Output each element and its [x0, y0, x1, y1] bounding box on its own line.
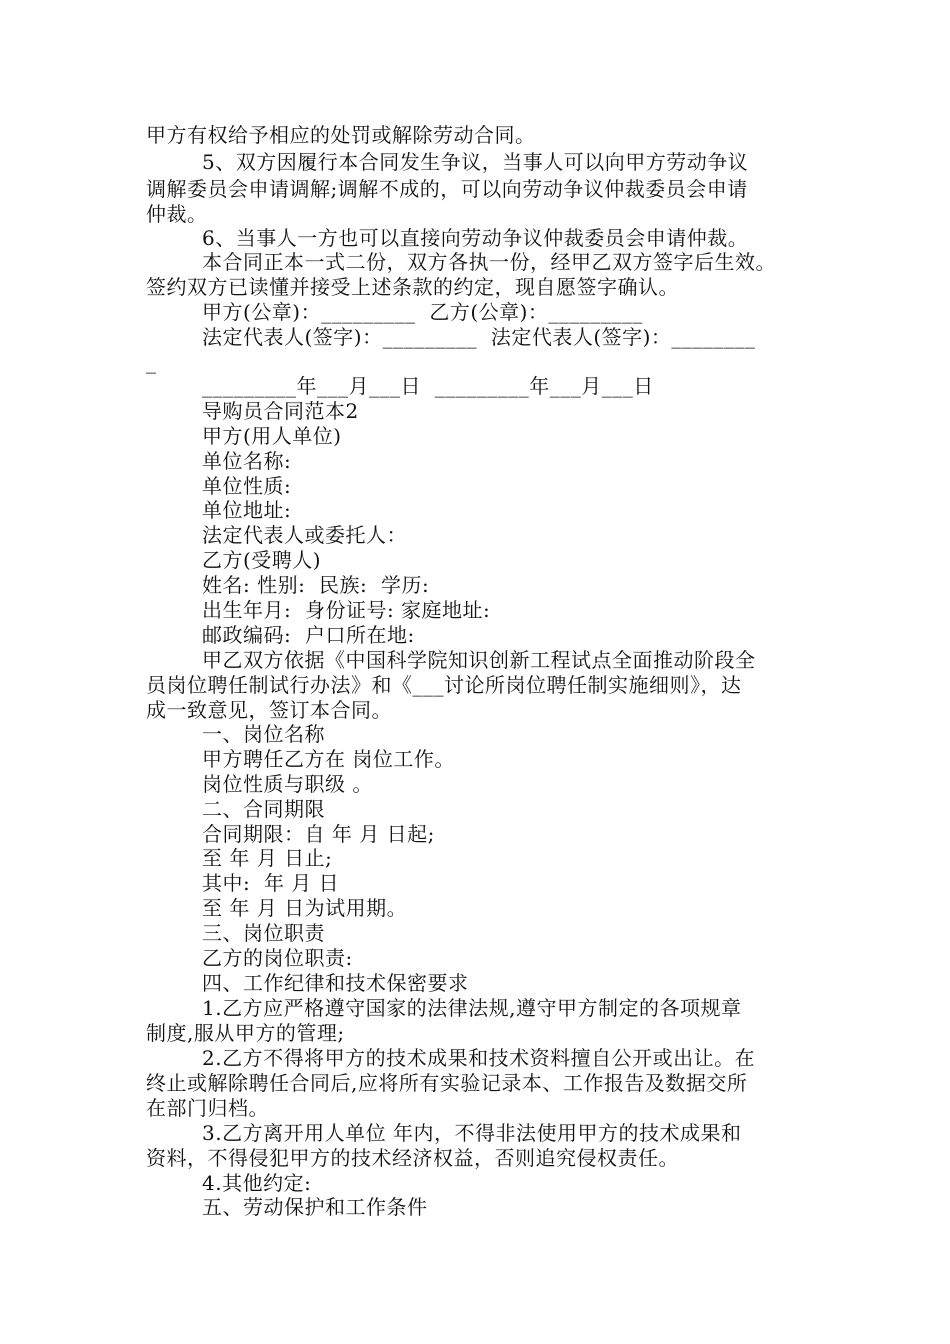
- text-line: 甲乙双方依据《中国科学院知识创新工程试点全面推动阶段全: [202, 648, 756, 672]
- text-line: 合同期限：自 年 月 日起;: [202, 822, 435, 846]
- text-line: 1.乙方应严格遵守国家的法律法规,遵守甲方制定的各项规章: [202, 996, 742, 1020]
- text-line: 至 年 月 日为试用期。: [202, 896, 408, 920]
- text-line: 本合同正本一式二份，双方各执一份，经甲乙双方签字后生效。: [202, 250, 776, 274]
- text-line: 姓名: 性别: 民族: 学历:: [202, 573, 430, 597]
- section-heading: 四、工作纪律和技术保密要求: [202, 971, 469, 995]
- text-line: 单位地址:: [202, 498, 292, 522]
- text-line: 5、双方因履行本合同发生争议，当事人可以向甲方劳动争议: [202, 150, 749, 174]
- text-line: 其中: 年 月 日: [202, 871, 340, 895]
- text-line: 6、当事人一方也可以直接向劳动争议仲裁委员会申请仲裁。: [202, 226, 749, 250]
- text-line: 出生年月: 身份证号: 家庭地址:: [202, 598, 491, 622]
- text-line: 制度,服从甲方的管理;: [146, 1021, 345, 1045]
- text-line: 2.乙方不得将甲方的技术成果和技术资料擅自公开或出让。在: [202, 1046, 756, 1070]
- text-line: 单位名称:: [202, 449, 292, 473]
- signature-line-representative: 法定代表人(签字)：_________ 法定代表人(签字)：________: [202, 325, 756, 349]
- text-line: 签约双方已读懂并接受上述条款的约定，现自愿签字确认。: [146, 275, 679, 299]
- text-line: 员岗位聘任制试行办法》和《___讨论所岗位聘任制实施细则》，达: [146, 673, 742, 697]
- section-title: 导购员合同范本2: [202, 399, 359, 423]
- text-line: 调解委员会申请调解;调解不成的，可以向劳动争议仲裁委员会申请: [146, 177, 748, 201]
- text-line: 法定代表人或委托人：: [202, 523, 407, 547]
- text-line: 甲方(用人单位): [202, 424, 342, 448]
- signature-line-seal: 甲方(公章)：_________ 乙方(公章)：_________: [202, 300, 643, 324]
- text-line: 邮政编码: 户口所在地:: [202, 623, 415, 647]
- text-line: 乙方的岗位职责:: [202, 946, 353, 970]
- text-line: 终止或解除聘任合同后,应将所有实验记录本、工作报告及数据交所: [146, 1071, 748, 1095]
- text-line: 成一致意见，签订本合同。: [146, 698, 392, 722]
- text-line: _: [146, 350, 157, 374]
- section-heading: 一、岗位名称: [202, 722, 325, 746]
- text-line: 乙方(受聘人): [202, 548, 322, 572]
- text-line: 仲裁。: [146, 202, 208, 226]
- text-line: 甲方聘任乙方在 岗位工作。: [202, 747, 455, 771]
- text-line: 岗位性质与职级 。: [202, 772, 373, 796]
- section-heading: 五、劳动保护和工作条件: [202, 1195, 428, 1219]
- text-line: 3.乙方离开用人单位 年内，不得非法使用甲方的技术成果和: [202, 1121, 742, 1145]
- section-heading: 二、合同期限: [202, 797, 325, 821]
- text-line: 资料，不得侵犯甲方的技术经济权益，否则追究侵权责任。: [146, 1146, 679, 1170]
- text-line: 单位性质:: [202, 474, 292, 498]
- date-line: _________年___月___日 _________年___月___日: [202, 374, 654, 398]
- text-line: 甲方有权给予相应的处罚或解除劳动合同。: [146, 123, 536, 147]
- text-line: 在部门归档。: [146, 1096, 269, 1120]
- text-line: 4.其他约定:: [202, 1171, 312, 1195]
- section-heading: 三、岗位职责: [202, 921, 325, 945]
- text-line: 至 年 月 日止;: [202, 846, 333, 870]
